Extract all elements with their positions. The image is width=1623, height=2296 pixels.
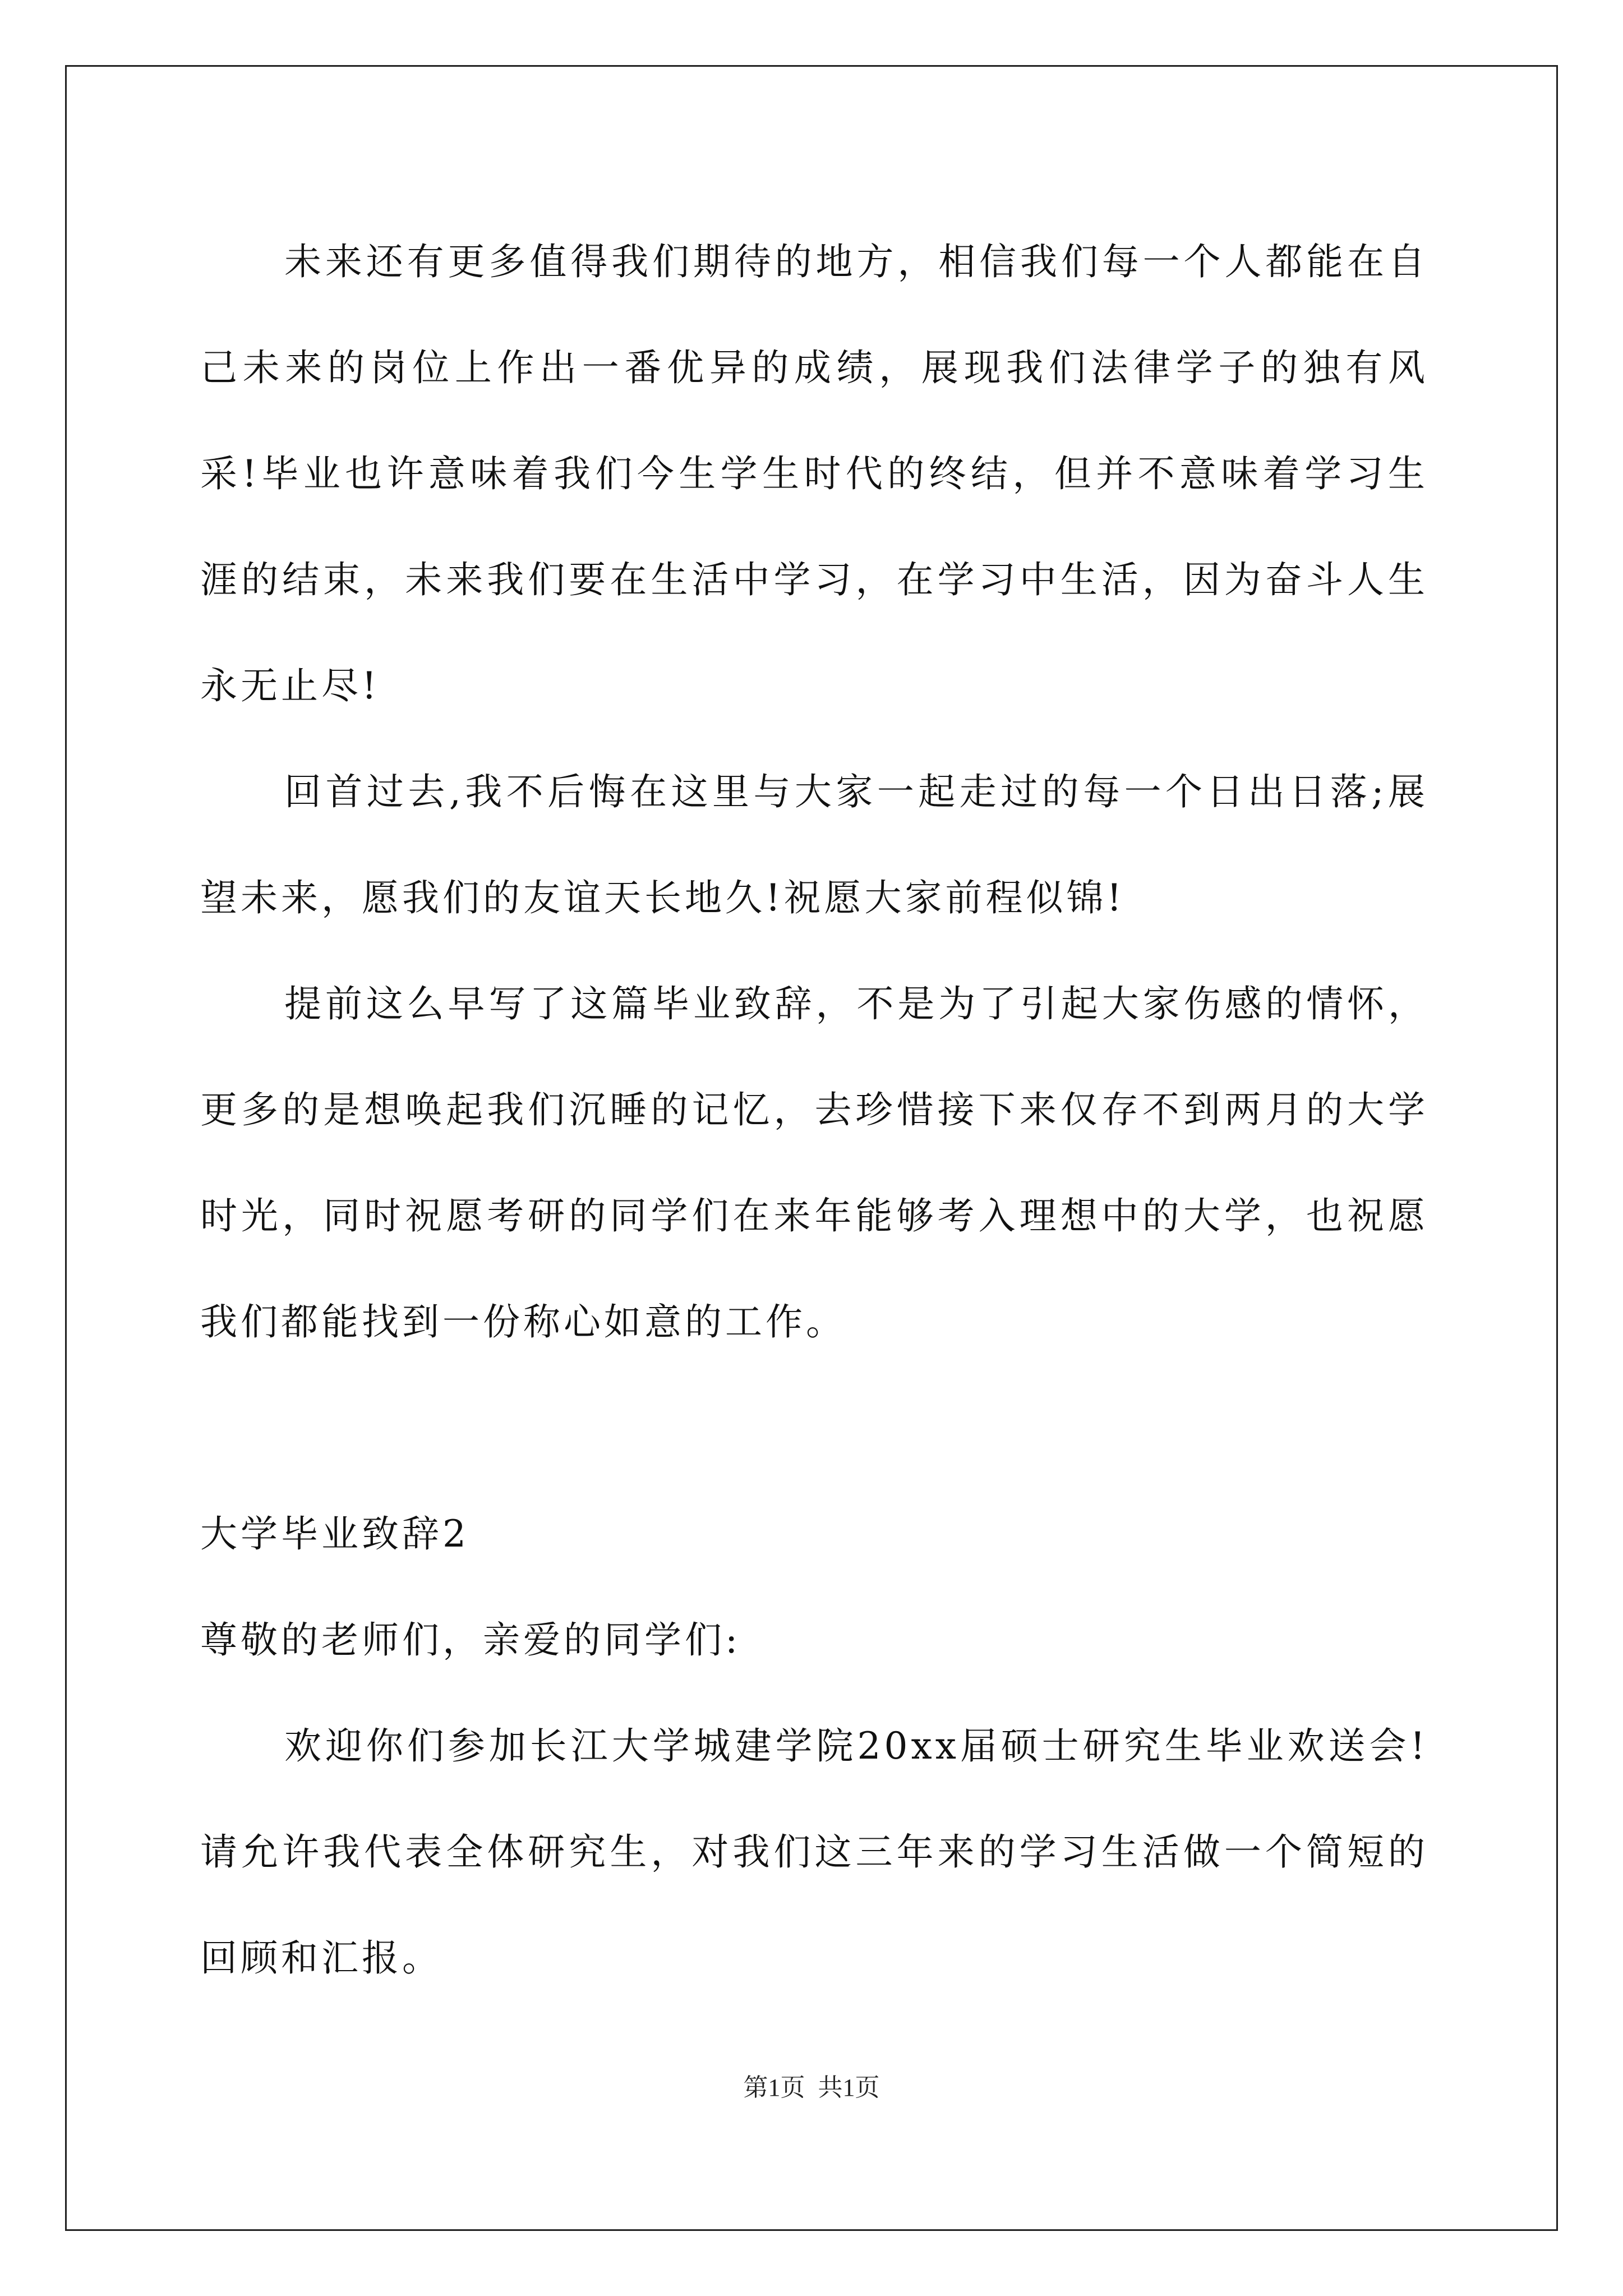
paragraph-early-writing: 提前这么早写了这篇毕业致辞，不是为了引起大家伤感的情怀，更多的是想唤起我们沉睡的记忆，去珍惜接下来仅存不到两月的大学时光，同时祝愿考研的同学们在来年能够考入理想中的大学，也祝愿我们都能找到一份称心如意的工作。 [200,982,1428,1343]
document-body [200,209,1428,2011]
section-title: 大学毕业致辞2 [200,1512,469,1556]
paragraph-looking-back: 回首过去,我不后悔在这里与大家一起走过的每一个日出日落;展望未来，愿我们的友谊天长地久!祝愿大家前程似锦! [200,770,1428,919]
paragraph-future: 未来还有更多值得我们期待的地方，相信我们每一个人都能在自己未来的岗位上作出一番优异的成绩，展现我们法律学子的独有风采!毕业也许意味着我们今生学生时代的终结，但并不意味着学习生涯的结束，未来我们要在生活中学习，在学习中生活，因为奋斗人生永无止尽! [200,240,1428,707]
salutation: 尊敬的老师们，亲爱的同学们: [200,1618,741,1662]
paragraph-welcome: 欢迎你们参加长江大学城建学院20xx届硕士研究生毕业欢送会!请允许我代表全体研究生，对我们这三年来的学习生活做一个简短的回顾和汇报。 [200,1724,1428,1980]
page-footer: 第1页 共1页 [743,2074,880,2101]
